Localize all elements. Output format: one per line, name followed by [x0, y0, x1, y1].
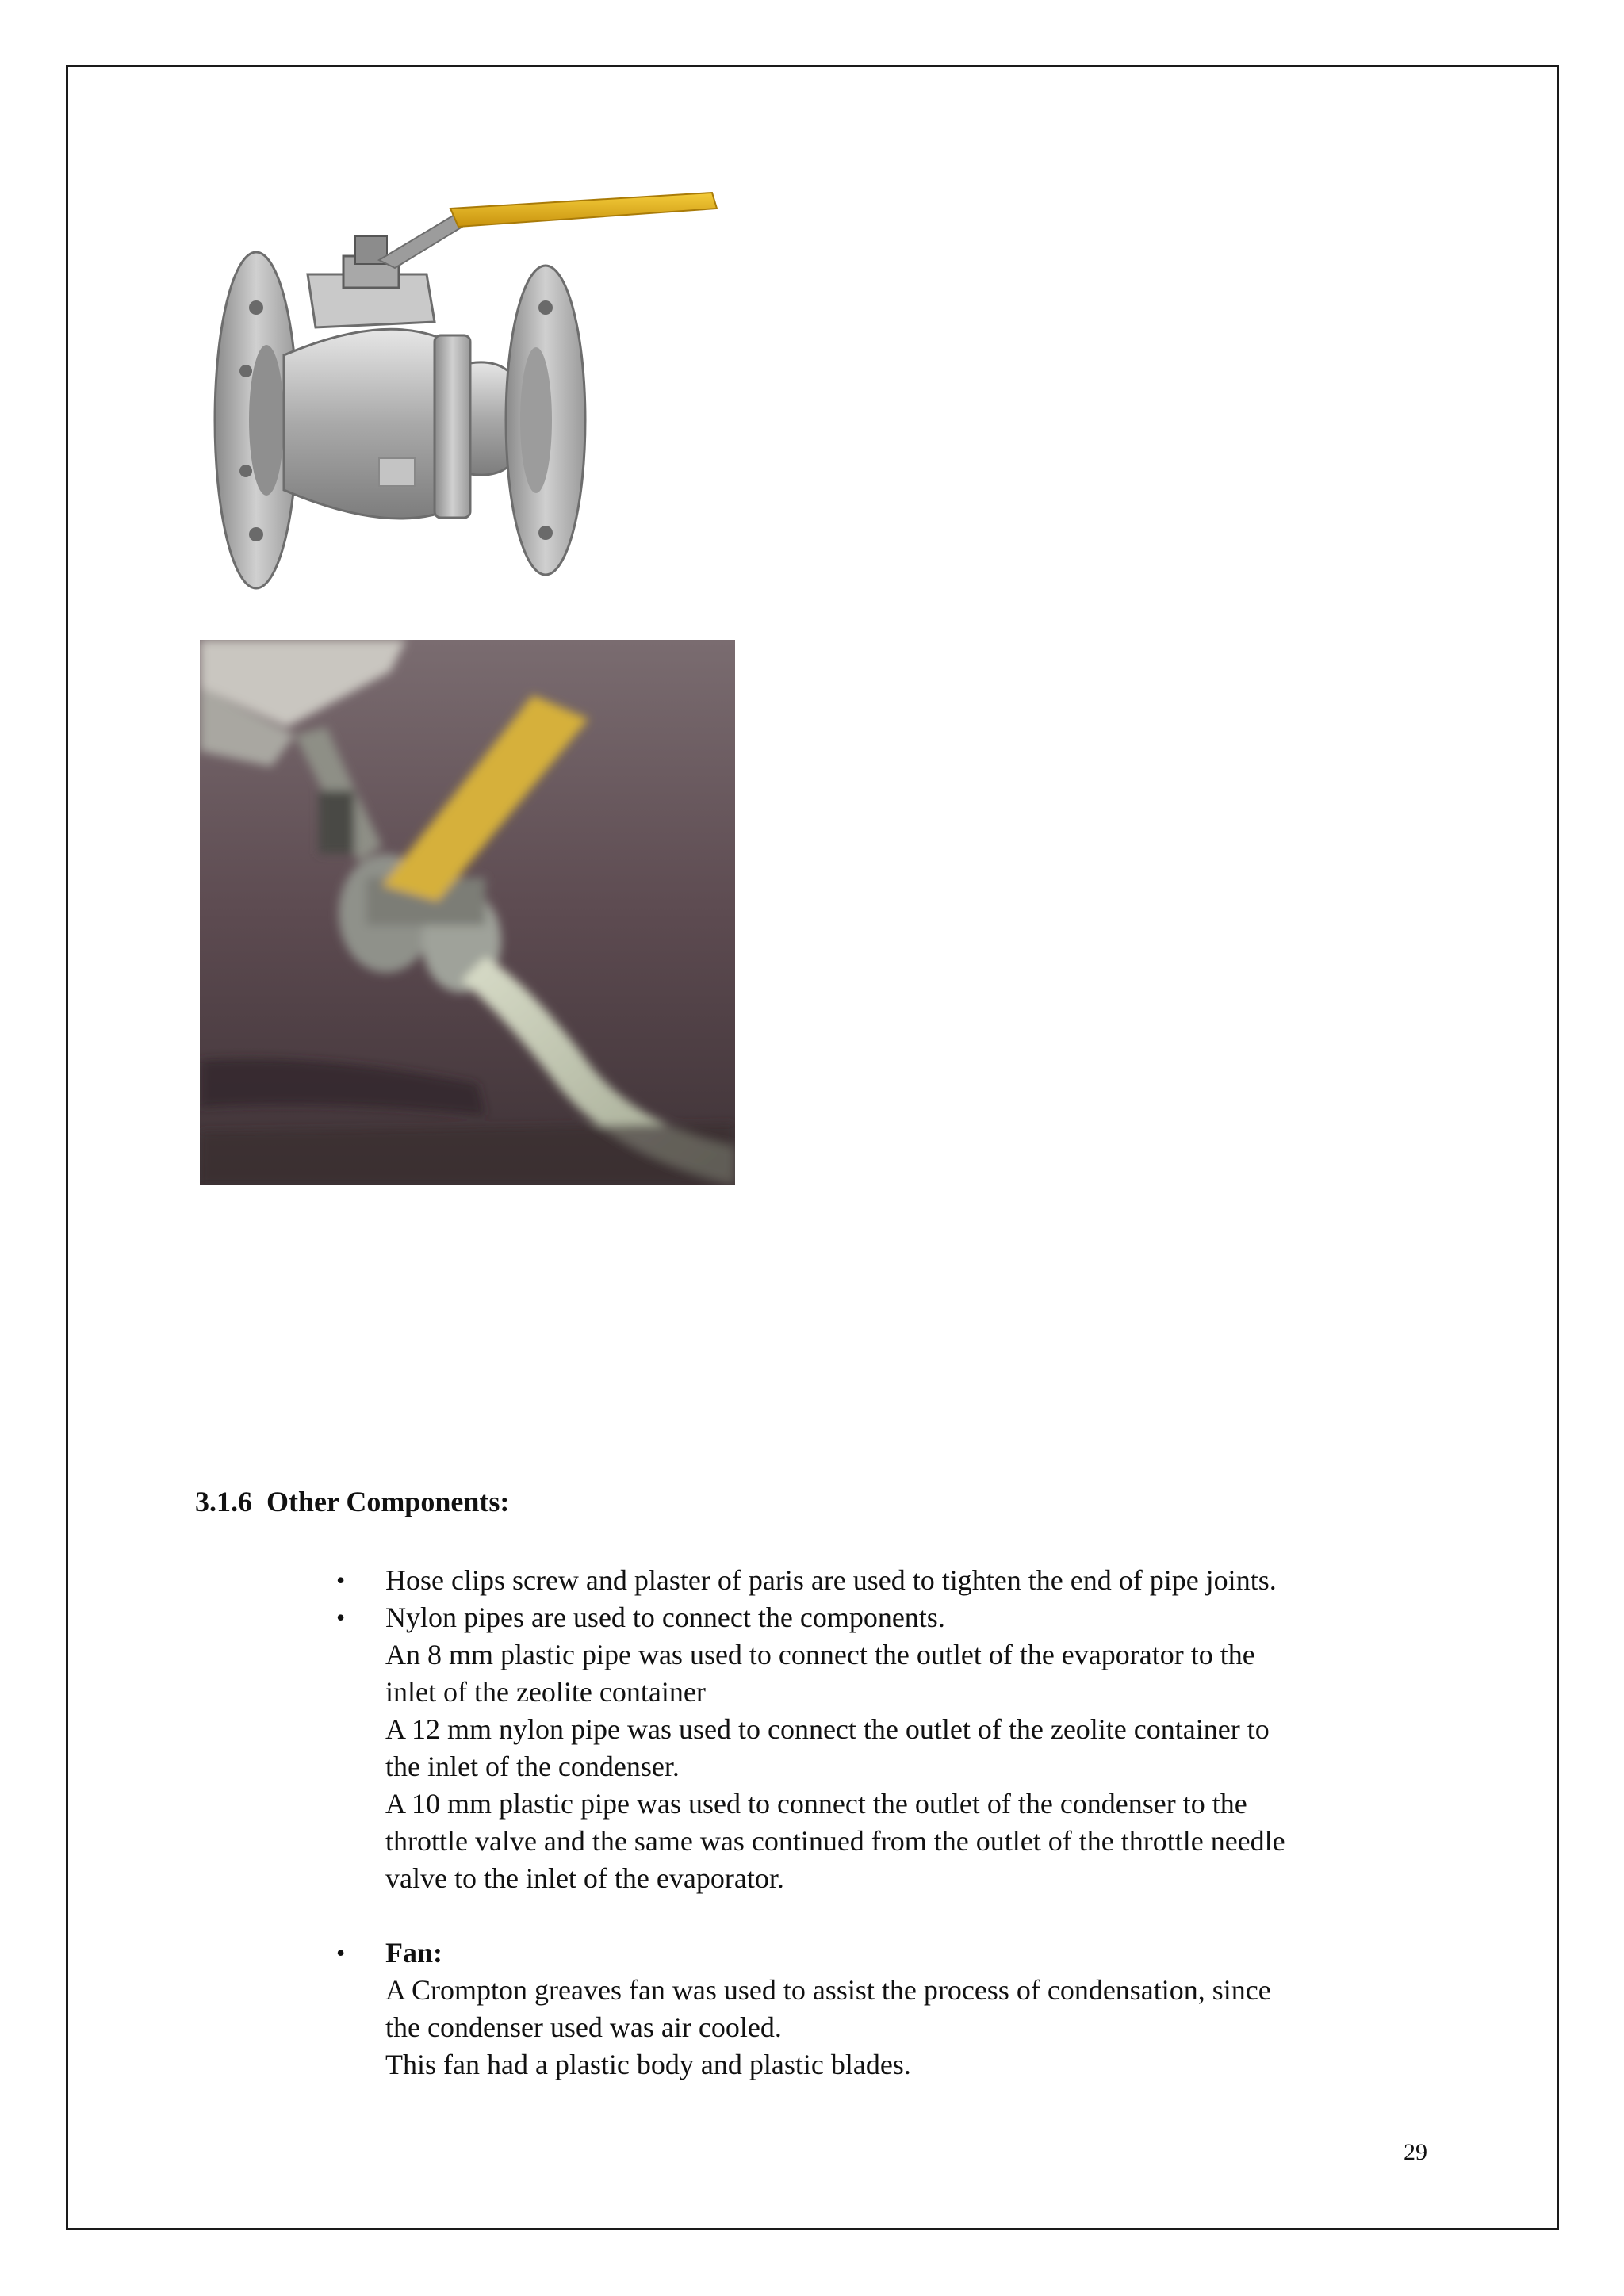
list-item-text: throttle valve and the same was continued from the outlet of the throttle needle [385, 1825, 1285, 1857]
bullet-icon: • [336, 1566, 346, 1594]
list-item-text: A 10 mm plastic pipe was used to connect the outlet of the condenser to the [385, 1788, 1247, 1820]
fan-text: This fan had a plastic body and plastic blades. [385, 2049, 911, 2080]
list-item-text: valve to the inlet of the evaporator. [385, 1862, 784, 1894]
installed-valve-image [200, 640, 735, 1185]
list-item-text: An 8 mm plastic pipe was used to connect the outlet of the evaporator to the [385, 1639, 1255, 1670]
list-item-fan [336, 1934, 1416, 2084]
section-title: Other Components: [266, 1486, 510, 1517]
list-item-text: the inlet of the condenser. [385, 1751, 680, 1782]
page-number: 29 [1404, 2139, 1427, 2165]
bullet-icon: • [336, 1938, 346, 1967]
section-number: 3.1.6 [195, 1486, 252, 1517]
bullet-icon: • [336, 1603, 346, 1632]
list-item-text: Hose clips screw and plaster of paris are used to tighten the end of pipe joints. [385, 1564, 1277, 1596]
section-heading [195, 1485, 509, 1518]
list-item-text: A 12 mm nylon pipe was used to connect the outlet of the zeolite container to [385, 1713, 1270, 1745]
list-item-hose-clips [336, 1562, 1416, 1599]
fan-text: the condenser used was air cooled. [385, 2011, 782, 2043]
spacer [385, 1897, 1416, 1934]
list-item-text: Nylon pipes are used to connect the components. [385, 1601, 945, 1633]
list-item-text: inlet of the zeolite container [385, 1676, 706, 1708]
flanged-ball-valve-image [197, 189, 722, 606]
fan-label: Fan: [385, 1937, 442, 1969]
component-list [336, 1562, 1416, 2084]
fan-text: A Crompton greaves fan was used to assist the process of condensation, since [385, 1974, 1271, 2006]
list-item-nylon-pipes [336, 1599, 1416, 1897]
